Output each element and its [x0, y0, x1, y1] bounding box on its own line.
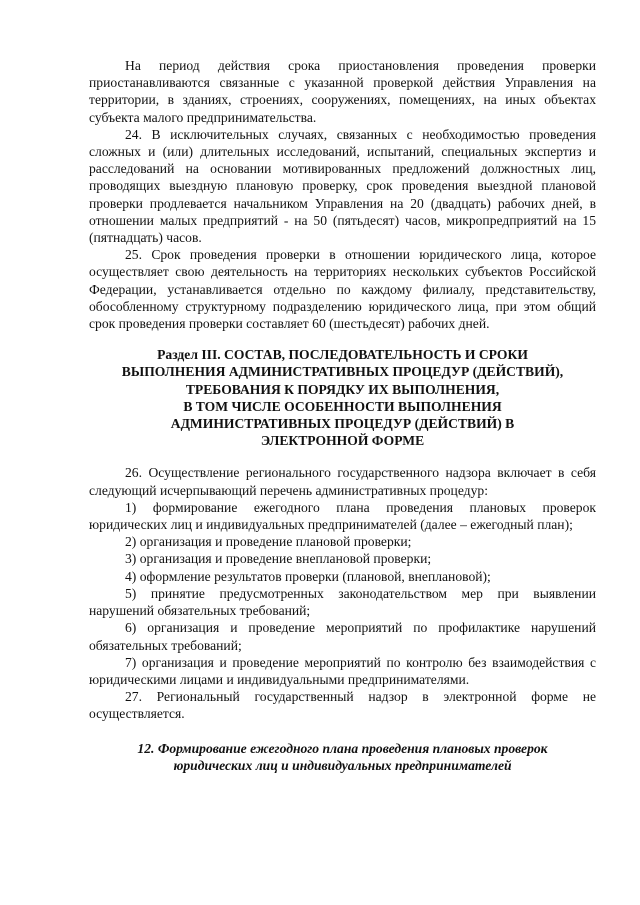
subsection-heading [89, 740, 596, 774]
list-item: 2) организация и проведение плановой проверки; [125, 534, 412, 550]
list-item: 3) организация и проведение внеплановой проверки; [125, 551, 432, 567]
paragraph-24: 24. В исключительных случаях, связанных с необходимостью проведения сложных и (или) длительных исследований, испытаний, специальных экспертиз и расследований на основании мотивированных предложений должностных лиц, проводящих выездную плановую проверку, срок проведения выездной плановой проверки продлевается начальником Управления на 20 (двадцать) рабочих дней, в отношении малых предприятий - на 50 (пятьдесят) часов, микропредприятий на 15 (пятнадцать) часов. [89, 126, 596, 246]
paragraph-26: 26. Осуществление регионального государственного надзора включает в себя следующий исчерпывающий перечень административных процедур: [89, 465, 596, 498]
section-heading-line: ВЫПОЛНЕНИЯ АДМИНИСТРАТИВНЫХ ПРОЦЕДУР (ДЕЙСТВИЙ), [121, 364, 564, 380]
list-item: 4) оформление результатов проверки (плановой, внеплановой); [125, 568, 491, 584]
section-heading-line: ТРЕБОВАНИЯ К ПОРЯДКУ ИХ ВЫПОЛНЕНИЯ, [185, 381, 500, 397]
paragraph-27: 27. Региональный государственный надзор в электронной форме не осуществляется. [89, 689, 596, 722]
subsection-heading-line: 12. Формирование ежегодного плана проведения плановых проверок [137, 740, 548, 756]
section-heading-line: В ТОМ ЧИСЛЕ ОСОБЕННОСТИ ВЫПОЛНЕНИЯ [183, 398, 502, 414]
paragraph-25: 25. Срок проведения проверки в отношении юридического лица, которое осуществляет свою деятельность на территориях нескольких субъектов Российской Федерации, устанавливается отдельно по каждому филиалу, представительству, обособленному структурному подразделению юридического лица, при этом общий срок проведения проверки составляет 60 (шестьдесят) рабочих дней. [89, 247, 596, 332]
section-heading-line: ЭЛЕКТРОННОЙ ФОРМЕ [260, 433, 425, 449]
section-heading [89, 346, 596, 449]
document-page [89, 57, 596, 774]
subsection-heading-line: юридических лиц и индивидуальных предпринимателей [173, 757, 512, 773]
list-item: 1) формирование ежегодного плана проведения плановых проверок юридических лиц и индивидуальных предпринимателей (далее – ежегодный план); [89, 499, 596, 533]
list-item: 7) организация и проведение мероприятий по контролю без взаимодействия с юридическими лицами и индивидуальными предпринимателями. [89, 654, 596, 687]
list-item: 5) принятие предусмотренных законодательством мер при выявлении нарушений обязательных требований; [89, 585, 596, 619]
paragraph-suspension: На период действия срока приостановления проведения проверки приостанавливаются связанные с указанной проверкой действия Управления на территории, в зданиях, строениях, сооружениях, помещениях, на иных объектах субъекта малого предпринимательства. [89, 58, 596, 125]
list-item: 6) организация и проведение мероприятий по профилактике нарушений обязательных требований; [89, 620, 596, 653]
section-heading-line: Раздел III. СОСТАВ, ПОСЛЕДОВАТЕЛЬНОСТЬ И СРОКИ [157, 347, 528, 363]
section-heading-line: АДМИНИСТРАТИВНЫХ ПРОЦЕДУР (ДЕЙСТВИЙ) В [170, 416, 515, 432]
